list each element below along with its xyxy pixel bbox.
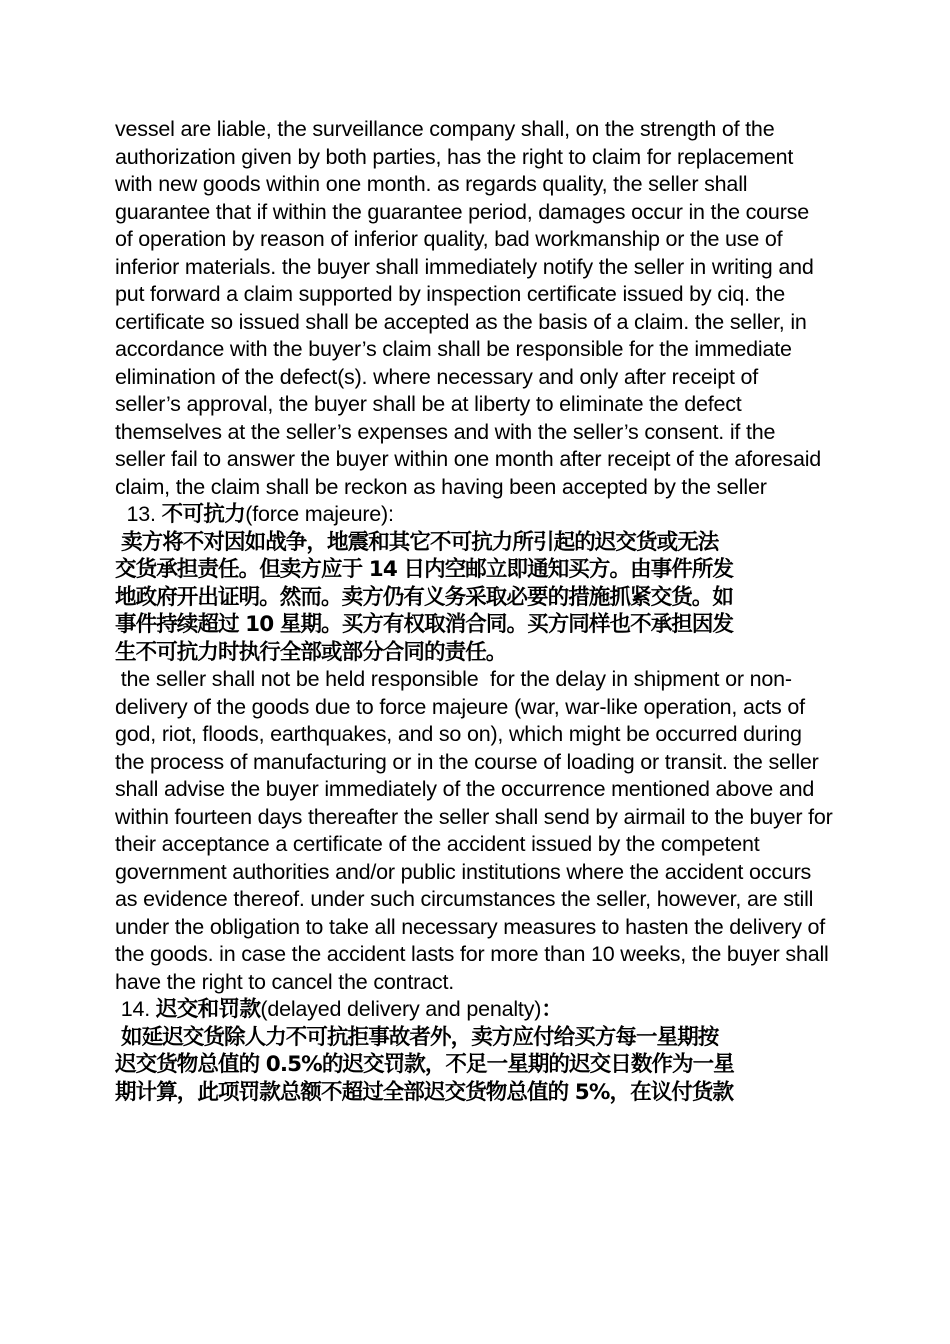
section-14-cn-line: 迟交货物总值的 0.5%的迟交罚款，不足一星期的迟交日数作为一星 <box>115 1052 734 1077</box>
section-13-cn-line: 地政府开出证明。然而。卖方仍有义务采取必要的措施抓紧交货。如 <box>115 584 734 610</box>
section-14-number: 14. <box>120 997 151 1021</box>
section-14-title-en: (delayed delivery and penalty) <box>260 997 542 1021</box>
section-14-heading <box>115 996 840 1024</box>
paragraph-quality-claim: vessel are liable, the surveillance company shall, on the strength of the authorization given by both parties, has the right to claim for replacement with new goods within one month. as regards quality, the seller shall guarantee that if within the guarantee period, damages occur in the course of operation by reason of inferior quality, bad workmanship or the use of inferior materials. the buyer shall immediately notify the seller in writing and put forward a claim supported by inspection certificate issued by ciq. the certificate so issued shall be accepted as the basis of a claim. the seller, in accordance with the buyer’s claim shall be responsible for the immediate elimination of the defect(s). where necessary and only after receipt of seller’s approval, the buyer shall be at liberty to eliminate the defect themselves at the seller’s expenses and with the seller’s consent. if the seller fail to answer the buyer within one month after receipt of the aforesaid claim, the claim shall be reckon as having been accepted by the seller <box>115 117 827 499</box>
section-14-cn-line: 如延迟交货除人力不可抗拒事故者外，卖方应付给买方每一星期按 <box>121 1024 719 1050</box>
section-13-heading <box>115 501 840 529</box>
section-14-title-colon: ： <box>541 997 563 1022</box>
section-13-number: 13. <box>126 502 156 526</box>
section-13-cn-line: 生不可抗力时执行全部或部分合同的责任。 <box>115 639 507 665</box>
section-13-english-text: the seller shall not be held responsible for the delay in shipment or non-delivery of the goods due to force majeure (war, war-like operation, acts of god, riot, floods, earthquakes, and so on), which might be occurred during the process of manufacturing or in the course of loading or transit. the seller shall advise the buyer immediately of the occurrence mentioned above and within fourteen days thereafter the seller shall send by airmail to the buyer for their acceptance a certificate of the accident issued by the competent government authorities and/or public institutions where the accident occurs as evidence thereof. under such circumstances the seller, however, are still under the obligation to take all necessary measures to hasten the delivery of the goods. in case the accident lasts for more than 10 weeks, the buyer shall have the right to cancel the contract. <box>115 667 839 994</box>
section-13-cn-line: 卖方将不对因如战争，地震和其它不可抗力所引起的迟交货或无法 <box>121 529 719 555</box>
section-13-cn-line: 事件持续超过 10 星期。买方有权取消合同。买方同样也不承担因发 <box>115 612 734 637</box>
section-14-chinese-text <box>115 1024 840 1107</box>
section-14-cn-line: 期计算，此项罚款总额不超过全部迟交货物总值的 5%，在议付货款 <box>115 1079 734 1105</box>
section-14-title-cn: 迟交和罚款 <box>155 997 261 1022</box>
document-page <box>115 116 840 1106</box>
section-13-title-cn: 不可抗力 <box>161 502 246 527</box>
section-13-chinese-text <box>115 529 840 667</box>
section-13-cn-line: 交货承担责任。但卖方应于 14 日内空邮立即通知买方。由事件所发 <box>115 557 734 582</box>
section-13-title-en: (force majeure): <box>245 502 394 526</box>
